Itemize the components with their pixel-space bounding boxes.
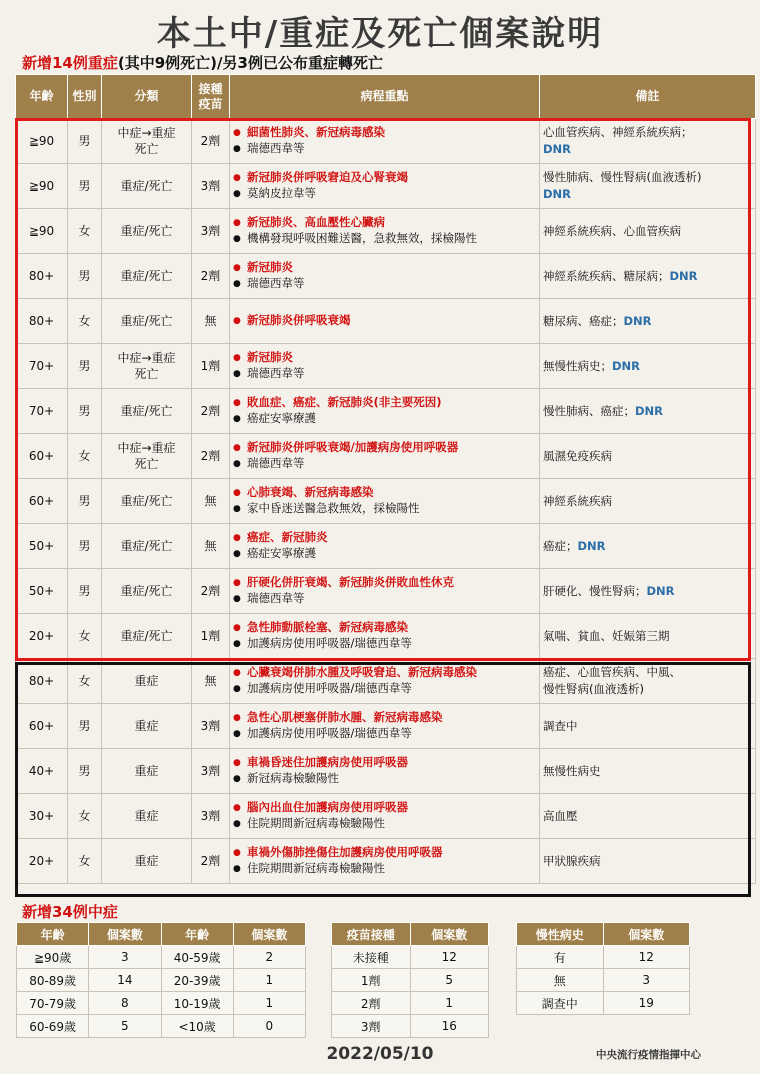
notes-cell <box>540 749 756 794</box>
course-cell <box>230 344 540 389</box>
category-cell: 重症/死亡 <box>102 479 192 524</box>
header-count: 個案數 <box>410 923 489 946</box>
table-header-row <box>517 923 690 946</box>
notes-text: 氣喘、貧血、妊娠第三期 <box>543 628 670 643</box>
table-row <box>16 794 756 839</box>
category-cell: 重症/死亡 <box>102 524 192 569</box>
course-line: ● 新冠肺炎併呼吸衰竭/加護病房使用呼吸器 <box>233 440 536 456</box>
header-age: 年齡 <box>17 923 89 946</box>
table-cell: 70-79歲 <box>17 992 89 1015</box>
table-row <box>16 299 756 344</box>
chronic-history-table <box>516 922 690 1015</box>
age-cell: 50+ <box>16 524 68 569</box>
table-row <box>517 946 690 969</box>
notes-text: 肝硬化、慢性腎病； <box>543 583 647 598</box>
notes-cell <box>540 704 756 749</box>
category-cell: 重症/死亡 <box>102 389 192 434</box>
table-row <box>17 992 306 1015</box>
notes-text: 神經系統疾病 <box>543 493 612 508</box>
notes-cell <box>540 434 756 479</box>
table-cell: 12 <box>410 946 489 969</box>
table-row <box>16 119 756 164</box>
header-vaccine: 疫苗接種 <box>332 923 411 946</box>
age-cell: 20+ <box>16 839 68 884</box>
table-cell: 5 <box>89 1015 161 1038</box>
category-cell: 重症/死亡 <box>102 299 192 344</box>
course-line: ● 瑞德西韋等 <box>233 456 536 472</box>
header-course: 病程重點 <box>230 75 540 119</box>
table-row <box>16 524 756 569</box>
course-line: ● 癌症、新冠肺炎 <box>233 530 536 546</box>
table-row <box>332 992 489 1015</box>
category-cell: 重症/死亡 <box>102 164 192 209</box>
table-cell: 3 <box>603 969 690 992</box>
notes-cell <box>540 839 756 884</box>
table-row <box>16 479 756 524</box>
sex-cell: 男 <box>68 344 102 389</box>
category-cell: 重症/死亡 <box>102 614 192 659</box>
table-cell: 1 <box>410 992 489 1015</box>
course-line: ● 莫納皮拉韋等 <box>233 186 536 202</box>
sex-cell: 女 <box>68 209 102 254</box>
notes-text: 心血管疾病、神經系統疾病； <box>543 125 693 140</box>
notes-text: 慢性腎病(血液透析) <box>543 682 644 696</box>
course-cell <box>230 209 540 254</box>
table-row <box>16 569 756 614</box>
category-cell: 重症/死亡 <box>102 209 192 254</box>
table-cell: 14 <box>89 969 161 992</box>
header-vaccine: 接種 疫苗 <box>192 75 230 119</box>
table-cell: 40-59歲 <box>161 946 233 969</box>
course-line: ● 瑞德西韋等 <box>233 141 536 157</box>
notes-cell <box>540 389 756 434</box>
vaccine-cell: 2劑 <box>192 839 230 884</box>
table-cell: 10-19歲 <box>161 992 233 1015</box>
header-count: 個案數 <box>233 923 305 946</box>
course-cell <box>230 254 540 299</box>
course-cell <box>230 839 540 884</box>
table-row <box>16 839 756 884</box>
course-cell <box>230 164 540 209</box>
sex-cell: 男 <box>68 569 102 614</box>
table-row <box>17 1015 306 1038</box>
course-line: ● 新冠肺炎 <box>233 260 536 276</box>
table-cell: <10歲 <box>161 1015 233 1038</box>
notes-cell <box>540 479 756 524</box>
header-age: 年齡 <box>16 75 68 119</box>
sex-cell: 女 <box>68 614 102 659</box>
course-line: ● 新冠肺炎、高血壓性心臟病 <box>233 215 536 231</box>
severe-count: 新增14例重症 <box>22 54 118 72</box>
table-row <box>332 1015 489 1038</box>
course-line: ● 車禍昏迷住加護病房使用呼吸器 <box>233 755 536 771</box>
table-row <box>517 992 690 1015</box>
notes-cell <box>540 164 756 209</box>
notes-cell <box>540 794 756 839</box>
notes-text: 糖尿病、癌症； <box>543 313 624 328</box>
age-cell: 20+ <box>16 614 68 659</box>
table-row <box>16 749 756 794</box>
vaccine-cell: 2劑 <box>192 119 230 164</box>
moderate-title: 新增34例中症 <box>22 903 118 921</box>
age-cell: 80+ <box>16 254 68 299</box>
table-row <box>16 704 756 749</box>
notes-cell <box>540 344 756 389</box>
vaccine-cell: 3劑 <box>192 749 230 794</box>
table-cell: 16 <box>410 1015 489 1038</box>
vaccine-cell: 3劑 <box>192 209 230 254</box>
header-chronic: 慢性病史 <box>517 923 604 946</box>
dnr-tag: DNR <box>543 187 572 201</box>
notes-text: 神經系統疾病、糖尿病； <box>543 268 670 283</box>
vaccine-cell: 3劑 <box>192 794 230 839</box>
sex-cell: 男 <box>68 389 102 434</box>
header-age: 年齡 <box>161 923 233 946</box>
dnr-tag: DNR <box>669 268 698 283</box>
table-row <box>16 164 756 209</box>
sex-cell: 男 <box>68 704 102 749</box>
table-row <box>16 659 756 704</box>
course-cell <box>230 299 540 344</box>
severe-detail: (其中9例死亡)/另3例已公布重症轉死亡 <box>117 54 383 72</box>
category-cell: 中症→重症 死亡 <box>102 119 192 164</box>
notes-text: 甲狀腺疾病 <box>543 853 601 868</box>
category-cell: 中症→重症 死亡 <box>102 434 192 479</box>
age-cell: ≧90 <box>16 209 68 254</box>
table-cell: 2劑 <box>332 992 411 1015</box>
table-cell: 無 <box>517 969 604 992</box>
dnr-tag: DNR <box>646 583 675 598</box>
table-cell: 調查中 <box>517 992 604 1015</box>
table-cell: 12 <box>603 946 690 969</box>
category-cell: 重症 <box>102 704 192 749</box>
course-line: ● 瑞德西韋等 <box>233 276 536 292</box>
table-row <box>16 344 756 389</box>
notes-cell <box>540 119 756 164</box>
notes-text: 癌症、心血管疾病、中風、 <box>543 665 681 680</box>
organization-name: 中央流行疫情指揮中心 <box>596 1049 701 1061</box>
header-notes: 備註 <box>540 75 756 119</box>
notes-text: 無慢性病史 <box>543 763 601 778</box>
age-cell: 70+ <box>16 344 68 389</box>
table-header-row <box>17 923 306 946</box>
table-cell: 0 <box>233 1015 305 1038</box>
age-cell: ≧90 <box>16 164 68 209</box>
course-line: ● 腦內出血住加護病房使用呼吸器 <box>233 800 536 816</box>
table-row <box>17 946 306 969</box>
age-cell: 40+ <box>16 749 68 794</box>
course-line: ● 新冠病毒檢驗陽性 <box>233 771 536 787</box>
age-distribution-table <box>16 922 306 1038</box>
course-line: ● 心肺衰竭、新冠病毒感染 <box>233 485 536 501</box>
course-cell <box>230 479 540 524</box>
age-cell: 30+ <box>16 794 68 839</box>
course-cell <box>230 704 540 749</box>
table-cell: 未接種 <box>332 946 411 969</box>
table-header-row <box>332 923 489 946</box>
vaccine-cell: 無 <box>192 524 230 569</box>
sex-cell: 女 <box>68 839 102 884</box>
vaccine-distribution-table <box>331 922 489 1038</box>
page-title: 本土中/重症及死亡個案說明 <box>156 14 604 54</box>
age-cell: 80+ <box>16 299 68 344</box>
course-line: ● 加護病房使用呼吸器/瑞德西韋等 <box>233 681 536 697</box>
table-row <box>16 389 756 434</box>
age-cell: 80+ <box>16 659 68 704</box>
age-cell: 60+ <box>16 704 68 749</box>
header-category: 分類 <box>102 75 192 119</box>
vaccine-cell: 無 <box>192 479 230 524</box>
notes-text: 無慢性病史； <box>543 358 612 373</box>
course-cell <box>230 434 540 479</box>
course-cell <box>230 749 540 794</box>
dnr-tag: DNR <box>543 142 572 156</box>
notes-cell <box>540 569 756 614</box>
vaccine-cell: 2劑 <box>192 434 230 479</box>
course-line: ● 敗血症、癌症、新冠肺炎(非主要死因) <box>233 395 536 411</box>
course-cell <box>230 659 540 704</box>
dnr-tag: DNR <box>577 538 606 553</box>
course-line: ● 住院期間新冠病毒檢驗陽性 <box>233 816 536 832</box>
course-line: ● 瑞德西韋等 <box>233 366 536 382</box>
table-header-row <box>16 75 756 119</box>
table-cell: 1劑 <box>332 969 411 992</box>
age-cell: 60+ <box>16 479 68 524</box>
course-cell <box>230 569 540 614</box>
table-cell: 1 <box>233 992 305 1015</box>
table-row <box>16 209 756 254</box>
sex-cell: 男 <box>68 749 102 794</box>
notes-text: 神經系統疾病、心血管疾病 <box>543 223 681 238</box>
age-cell: 60+ <box>16 434 68 479</box>
course-cell <box>230 119 540 164</box>
category-cell: 重症 <box>102 749 192 794</box>
vaccine-cell: 2劑 <box>192 389 230 434</box>
table-row <box>17 969 306 992</box>
notes-cell <box>540 614 756 659</box>
course-cell <box>230 524 540 569</box>
course-line: ● 細菌性肺炎、新冠病毒感染 <box>233 125 536 141</box>
course-line: ● 急性肺動脈栓塞、新冠病毒感染 <box>233 620 536 636</box>
course-line: ● 住院期間新冠病毒檢驗陽性 <box>233 861 536 877</box>
sex-cell: 女 <box>68 434 102 479</box>
category-cell: 重症 <box>102 659 192 704</box>
course-line: ● 急性心肌梗塞併肺水腫、新冠病毒感染 <box>233 710 536 726</box>
table-cell: 19 <box>603 992 690 1015</box>
table-cell: 3劑 <box>332 1015 411 1038</box>
course-cell <box>230 614 540 659</box>
header-sex: 性別 <box>68 75 102 119</box>
table-cell: ≧90歲 <box>17 946 89 969</box>
notes-cell <box>540 524 756 569</box>
header-count: 個案數 <box>89 923 161 946</box>
dnr-tag: DNR <box>623 313 652 328</box>
category-cell: 重症/死亡 <box>102 254 192 299</box>
table-row <box>16 254 756 299</box>
notes-text: 慢性肺病、癌症； <box>543 403 635 418</box>
table-cell: 80-89歲 <box>17 969 89 992</box>
notes-cell <box>540 254 756 299</box>
table-cell: 8 <box>89 992 161 1015</box>
course-line: ● 車禍外傷肺挫傷住加護病房使用呼吸器 <box>233 845 536 861</box>
course-line: ● 心臟衰竭併肺水腫及呼吸窘迫、新冠病毒感染 <box>233 665 536 681</box>
vaccine-cell: 3劑 <box>192 704 230 749</box>
age-cell: 50+ <box>16 569 68 614</box>
course-line: ● 機構發現呼吸困難送醫，急救無效，採檢陽性 <box>233 231 536 247</box>
notes-cell <box>540 209 756 254</box>
sex-cell: 男 <box>68 119 102 164</box>
vaccine-cell: 1劑 <box>192 344 230 389</box>
course-line: ● 加護病房使用呼吸器/瑞德西韋等 <box>233 726 536 742</box>
table-cell: 20-39歲 <box>161 969 233 992</box>
course-line: ● 家中昏迷送醫急救無效，採檢陽性 <box>233 501 536 517</box>
table-row <box>517 969 690 992</box>
vaccine-cell: 3劑 <box>192 164 230 209</box>
dnr-tag: DNR <box>635 403 664 418</box>
table-row <box>332 946 489 969</box>
course-cell <box>230 389 540 434</box>
sex-cell: 男 <box>68 524 102 569</box>
sex-cell: 女 <box>68 659 102 704</box>
course-cell <box>230 794 540 839</box>
table-cell: 1 <box>233 969 305 992</box>
vaccine-cell: 2劑 <box>192 569 230 614</box>
table-row <box>332 969 489 992</box>
dnr-tag: DNR <box>612 358 641 373</box>
notes-text: 高血壓 <box>543 808 578 823</box>
vaccine-cell: 無 <box>192 659 230 704</box>
sex-cell: 女 <box>68 794 102 839</box>
notes-cell <box>540 659 756 704</box>
table-cell: 60-69歲 <box>17 1015 89 1038</box>
table-cell: 有 <box>517 946 604 969</box>
course-line: ● 新冠肺炎併呼吸衰竭 <box>233 313 536 329</box>
report-date: 2022/05/10 <box>326 1044 434 1064</box>
category-cell: 重症 <box>102 839 192 884</box>
course-line: ● 癌症安寧療護 <box>233 546 536 562</box>
header-count: 個案數 <box>603 923 690 946</box>
course-line: ● 新冠肺炎 <box>233 350 536 366</box>
table-row <box>16 614 756 659</box>
course-line: ● 癌症安寧療護 <box>233 411 536 427</box>
notes-text: 慢性肺病、慢性腎病(血液透析) <box>543 170 702 185</box>
course-line: ● 新冠肺炎併呼吸窘迫及心腎衰竭 <box>233 170 536 186</box>
sex-cell: 男 <box>68 254 102 299</box>
severe-subtitle <box>22 52 383 73</box>
table-row <box>16 434 756 479</box>
table-cell: 3 <box>89 946 161 969</box>
category-cell: 中症→重症 死亡 <box>102 344 192 389</box>
vaccine-cell: 2劑 <box>192 254 230 299</box>
notes-text: 風濕免疫疾病 <box>543 448 612 463</box>
course-line: ● 肝硬化併肝衰竭、新冠肺炎併敗血性休克 <box>233 575 536 591</box>
notes-text: 癌症； <box>543 538 578 553</box>
age-cell: ≧90 <box>16 119 68 164</box>
severe-cases-table <box>15 74 756 884</box>
notes-text: 調查中 <box>543 718 578 733</box>
age-cell: 70+ <box>16 389 68 434</box>
notes-cell <box>540 299 756 344</box>
category-cell: 重症 <box>102 794 192 839</box>
vaccine-cell: 1劑 <box>192 614 230 659</box>
table-cell: 2 <box>233 946 305 969</box>
sex-cell: 男 <box>68 479 102 524</box>
course-line: ● 加護病房使用呼吸器/瑞德西韋等 <box>233 636 536 652</box>
course-line: ● 瑞德西韋等 <box>233 591 536 607</box>
vaccine-cell: 無 <box>192 299 230 344</box>
category-cell: 重症/死亡 <box>102 569 192 614</box>
sex-cell: 男 <box>68 164 102 209</box>
sex-cell: 女 <box>68 299 102 344</box>
table-cell: 5 <box>410 969 489 992</box>
